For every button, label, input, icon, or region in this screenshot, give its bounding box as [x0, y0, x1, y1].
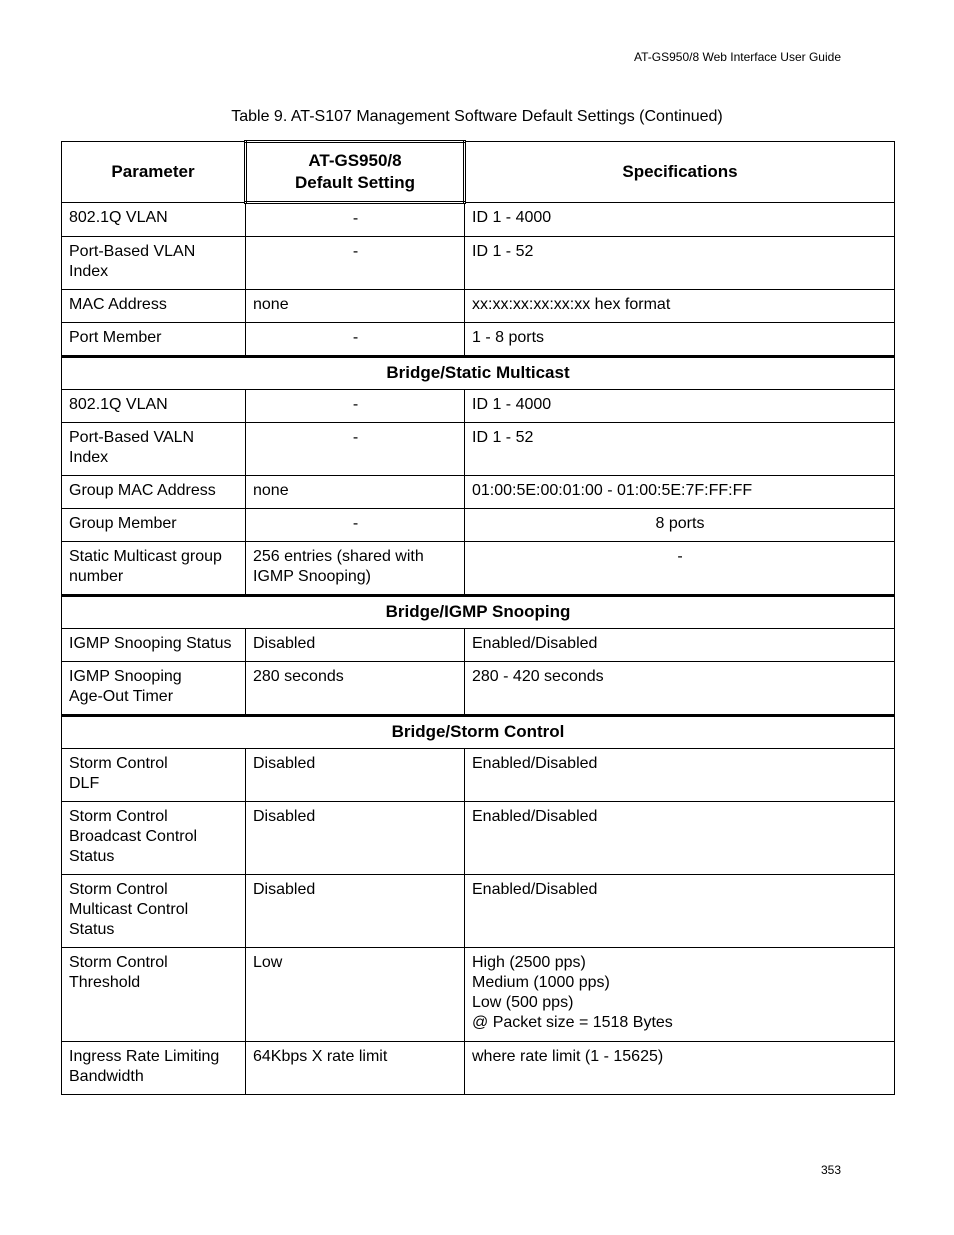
- table-row: [62, 290, 895, 323]
- param-cell: [62, 290, 246, 323]
- default-text: 256 entries (shared with: [253, 548, 424, 565]
- spec-cell: [465, 542, 895, 596]
- section-header-static-multicast: [62, 357, 895, 390]
- param-cell: [62, 948, 246, 1042]
- spec-cell: [465, 662, 895, 716]
- spec-text: Medium (1000 pps): [472, 974, 610, 991]
- param-cell: [62, 390, 246, 423]
- spec-cell: [465, 323, 895, 357]
- param-text: Group MAC Address: [69, 482, 216, 499]
- spec-cell: [465, 875, 895, 948]
- param-cell: [62, 1042, 246, 1095]
- default-cell: Low: [246, 948, 465, 1042]
- header-default-setting: [246, 142, 465, 203]
- spec-text: Enabled/Disabled: [472, 808, 598, 825]
- param-text: Ingress Rate Limiting: [69, 1048, 220, 1065]
- spec-text: Enabled/Disabled: [472, 881, 598, 898]
- spec-cell: [465, 476, 895, 509]
- section-title: Bridge/Static Multicast: [62, 357, 895, 390]
- table-row: [62, 237, 895, 290]
- param-cell: [62, 203, 246, 237]
- param-cell: [62, 423, 246, 476]
- spec-text: -: [677, 548, 683, 565]
- spec-cell: [465, 1042, 895, 1095]
- param-text: Port Member: [69, 329, 162, 346]
- table-row: [62, 423, 895, 476]
- page-number: 353: [820, 1163, 841, 1177]
- spec-text: 8 ports: [655, 515, 705, 532]
- param-text: 802.1Q VLAN: [69, 396, 168, 413]
- spec-cell: [465, 749, 895, 802]
- default-cell: none: [246, 290, 465, 323]
- table-row: [62, 629, 895, 662]
- header-parameter: Parameter: [62, 142, 246, 203]
- param-text: Index: [69, 263, 109, 280]
- default-cell: 64Kbps X rate limit: [246, 1042, 465, 1095]
- param-text: Multicast Control: [69, 901, 189, 918]
- default-cell: Disabled: [246, 629, 465, 662]
- table-row: [62, 323, 895, 357]
- param-cell: [62, 802, 246, 875]
- section-header-storm-control: [62, 716, 895, 749]
- default-cell: Disabled: [246, 802, 465, 875]
- param-text: Static Multicast group: [69, 548, 222, 565]
- default-cell: 280 seconds: [246, 662, 465, 716]
- header-default-line-1: AT-GS950/8: [308, 151, 402, 170]
- spec-text: ID 1 - 52: [472, 429, 534, 446]
- default-cell: Disabled: [246, 875, 465, 948]
- table-row: [62, 802, 895, 875]
- param-text: Storm Control: [69, 808, 168, 825]
- table-caption: Table 9. AT-S107 Management Software Default Settings (Continued): [231, 108, 723, 125]
- param-text: Port-Based VALN: [69, 429, 195, 446]
- param-cell: [62, 875, 246, 948]
- spec-text: 01:00:5E:00:01:00 - 01:00:5E:7F:FF:FF: [472, 482, 753, 499]
- param-text: Broadcast Control: [69, 828, 198, 845]
- table-row: [62, 749, 895, 802]
- param-text: number: [69, 568, 124, 585]
- spec-cell: [465, 237, 895, 290]
- param-cell: [62, 629, 246, 662]
- section-title: Bridge/IGMP Snooping: [62, 596, 895, 629]
- table-row: [62, 542, 895, 596]
- spec-text: where rate limit (1 - 15625): [472, 1048, 664, 1065]
- default-cell: -: [246, 390, 465, 423]
- spec-text: xx:xx:xx:xx:xx:xx hex format: [472, 296, 671, 313]
- spec-text: @ Packet size = 1518 Bytes: [472, 1014, 673, 1031]
- param-text: IGMP Snooping: [69, 668, 182, 685]
- default-cell: [246, 542, 465, 596]
- default-cell: -: [246, 237, 465, 290]
- param-text: Bandwidth: [69, 1068, 144, 1085]
- param-text: Storm Control: [69, 881, 168, 898]
- param-cell: [62, 237, 246, 290]
- spec-text: ID 1 - 52: [472, 243, 534, 260]
- spec-cell: [465, 423, 895, 476]
- spec-text: ID 1 - 4000: [472, 209, 552, 226]
- table-row: [62, 476, 895, 509]
- param-text: Age-Out Timer: [69, 688, 174, 705]
- spec-text: Enabled/Disabled: [472, 635, 598, 652]
- spec-text: Low (500 pps): [472, 994, 574, 1011]
- param-cell: [62, 662, 246, 716]
- param-text: IGMP Snooping Status: [69, 635, 232, 652]
- table-row: [62, 509, 895, 542]
- table-row: [62, 390, 895, 423]
- table-row: [62, 1042, 895, 1095]
- default-cell: -: [246, 423, 465, 476]
- param-text: Index: [69, 449, 109, 466]
- spec-cell: [465, 948, 895, 1042]
- spec-cell: [465, 203, 895, 237]
- param-text: Status: [69, 921, 115, 938]
- param-text: 802.1Q VLAN: [69, 209, 168, 226]
- header-default-line-2: Default Setting: [295, 173, 415, 192]
- default-cell: none: [246, 476, 465, 509]
- running-head: AT-GS950/8 Web Interface User Guide: [634, 50, 841, 64]
- param-cell: [62, 749, 246, 802]
- spec-text: 1 - 8 ports: [472, 329, 545, 346]
- spec-text: ID 1 - 4000: [472, 396, 552, 413]
- spec-text: High (2500 pps): [472, 954, 586, 971]
- table-row: [62, 948, 895, 1042]
- param-cell: [62, 509, 246, 542]
- param-text: DLF: [69, 775, 100, 792]
- default-cell: Disabled: [246, 749, 465, 802]
- param-text: Threshold: [69, 974, 141, 991]
- section-header-igmp-snooping: [62, 596, 895, 629]
- table-row: [62, 875, 895, 948]
- table-row: [62, 203, 895, 237]
- spec-cell: [465, 509, 895, 542]
- header-specifications: Specifications: [465, 142, 895, 203]
- spec-text: 280 - 420 seconds: [472, 668, 604, 685]
- param-text: Group Member: [69, 515, 177, 532]
- default-text: IGMP Snooping): [253, 568, 371, 585]
- param-text: Status: [69, 848, 115, 865]
- param-text: MAC Address: [69, 296, 167, 313]
- default-cell: -: [246, 203, 465, 237]
- default-cell: -: [246, 509, 465, 542]
- param-text: Port-Based VLAN: [69, 243, 196, 260]
- spec-cell: [465, 802, 895, 875]
- param-cell: [62, 323, 246, 357]
- default-settings-table: [61, 140, 895, 1095]
- spec-cell: [465, 390, 895, 423]
- param-cell: [62, 542, 246, 596]
- table-row: [62, 662, 895, 716]
- param-text: Storm Control: [69, 755, 168, 772]
- spec-text: Enabled/Disabled: [472, 755, 598, 772]
- param-text: Storm Control: [69, 954, 168, 971]
- section-title: Bridge/Storm Control: [62, 716, 895, 749]
- spec-cell: [465, 290, 895, 323]
- param-cell: [62, 476, 246, 509]
- table-header-row: [62, 142, 895, 203]
- spec-cell: [465, 629, 895, 662]
- default-cell: -: [246, 323, 465, 357]
